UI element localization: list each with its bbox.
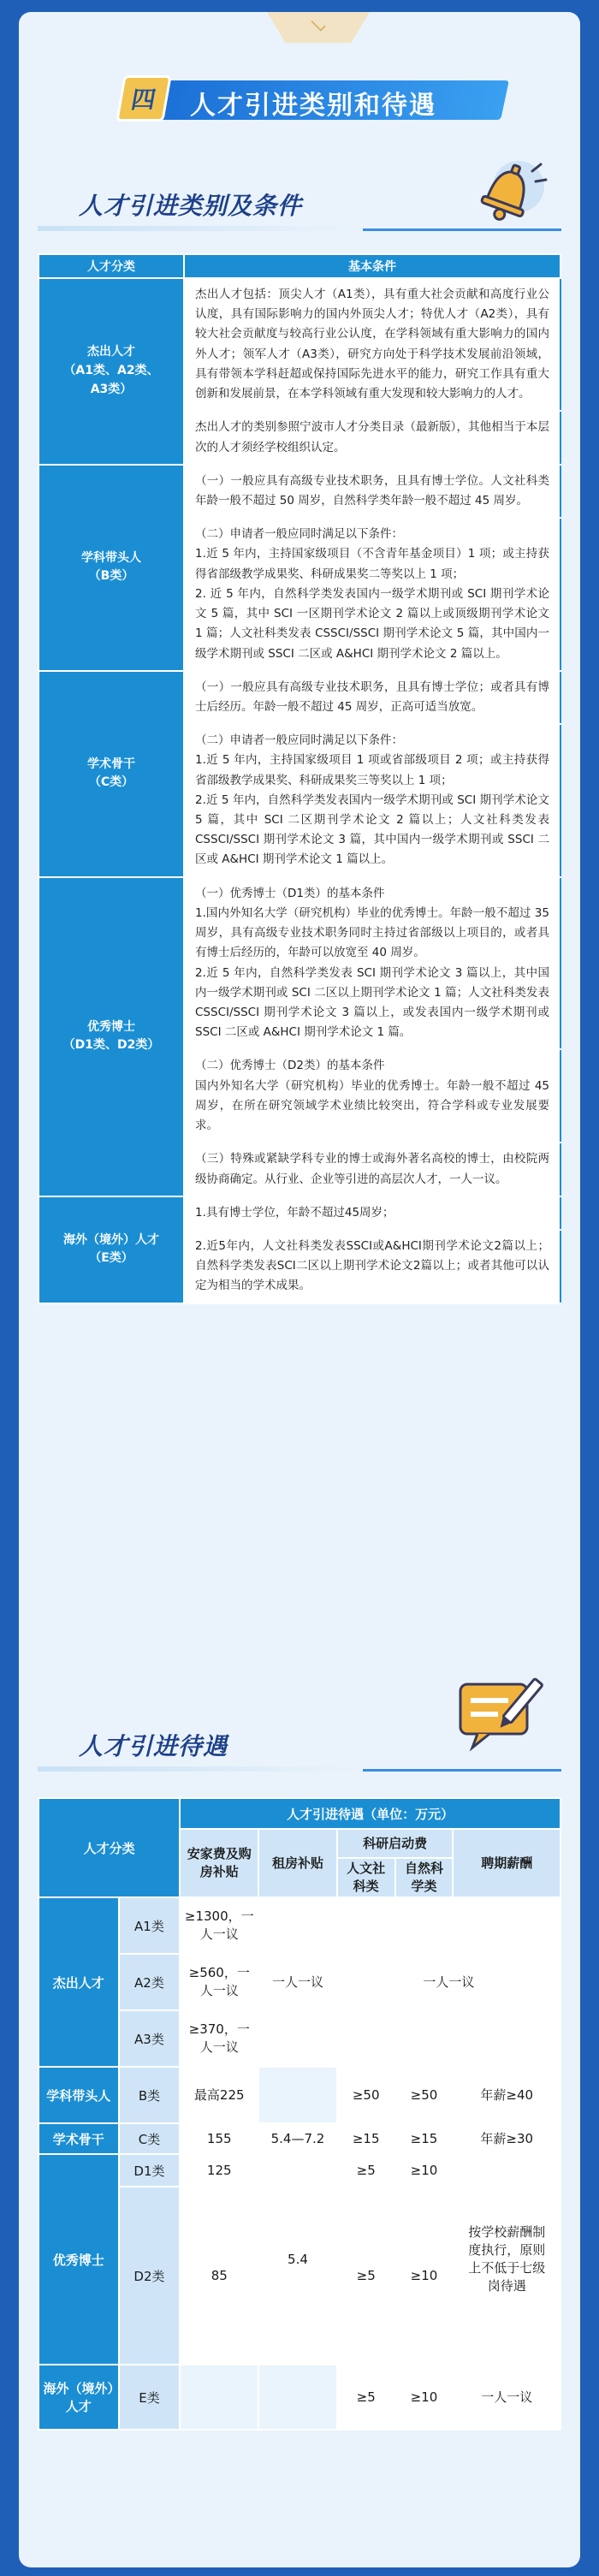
category-overseas: 海外（境外）人才 [39,2365,119,2430]
condition-text: （一）一般应具有高级专业技术职务，且具有博士学位。人文社科类年龄一般不超过 50 周岁，自然科学类年龄一般不超过 45 周岁。 [195,473,549,507]
type-a2: A2类 [119,1954,181,2010]
science-value: ≥10 [395,2365,454,2430]
category-label: 优秀博士 （D1类、D2类） [62,1019,160,1053]
condition-text: （二）申请者一般应同时满足以下条件： 1.近 5 年内，主持国家级项目（不含青年基金项目）1 项；或主持获得省部级教学成果奖、科研成果奖二等奖以上 1 项； 2. 近 5 年内，自然科学类发表国内一级学术期刊或 SCI 期刊学术论文 5 篇，其中 SCI 一区期刊学术论文 2 篇以上或顶级期刊学术论文 1 篇；人文社科类发表 CSSCI/SSCI 期刊学术论文 5 篇，其中国内一级学术期刊或 SSCI 二区或 A&HCI 期刊学术论文 2 篇以上。 [195,527,549,661]
housing-value: 125 [180,2154,258,2187]
section-title-2: 人才引进待遇 [79,1732,228,1760]
category-cell [39,278,184,465]
section-title-1: 人才引进类别及条件 [79,192,303,220]
condition-cell [184,671,560,724]
rent-value: 5.4—7.2 [258,2123,337,2154]
header-benefits-group: 人才引进待遇（单位：万元） [180,1798,560,1829]
table-header-row [39,254,560,278]
rent-value: 一人一议 [258,1897,337,2067]
condition-cell [184,518,560,671]
humanities-value: ≥15 [337,2123,395,2154]
type-d2: D2类 [119,2187,181,2365]
science-value: ≥10 [395,2187,454,2365]
category-cell [39,671,184,877]
heading-underline [38,1766,363,1772]
talent-benefits-table [38,1797,561,2431]
condition-text: （一）一般应具有高级专业技术职务，且具有博士学位；或者具有博士后经历。年龄一般不超过 45 周岁，正高可适当放宽。 [195,680,549,714]
condition-cell [184,411,560,464]
condition-cell [184,1230,560,1303]
condition-cell [184,724,560,877]
category-outstanding: 杰出人才 [39,1897,119,2067]
table-row [39,2154,560,2187]
condition-text: （二）优秀博士（D2类）的基本条件 国内外知名大学（研究机构）毕业的优秀博士。年龄一般不超过 45 周岁，在所在研究领域学术业绩比较突出，符合学科或专业发展要求。 [195,1059,549,1133]
category-backbone: 学术骨干 [39,2123,119,2154]
condition-text: 2.近5年内，人文社科类发表SSCI或A&HCI期刊学术论文2篇以上；自然科学类发表SCI二区以上期刊学术论文2篇以上；或者其他可以认定为相当的学术成果。 [195,1238,549,1293]
category-cell [39,1196,184,1303]
banner-title: 人才引进类别和待遇 [190,91,436,121]
condition-cell [184,877,560,1050]
section-banner [120,75,513,122]
category-label: 海外（境外）人才 （E类） [63,1232,159,1266]
housing-value: ≥560，一人一议 [180,1954,258,2010]
rent-value: 5.4 [258,2154,337,2365]
table-row [39,2365,560,2430]
housing-value: ≥1300，一人一议 [180,1897,258,1954]
table-header-row [39,1798,560,1829]
header-housing: 安家费及购房补贴 [180,1829,258,1897]
type-c: C类 [119,2123,181,2154]
housing-value: 155 [180,2123,258,2154]
type-a3: A3类 [119,2010,181,2067]
type-b: B类 [119,2067,181,2123]
condition-text: （二）申请者一般应同时满足以下条件： 1.近 5 年内，主持国家级项目 1 项或省部级项目 2 项；或主持获得省部级教学成果奖、科研成果奖三等奖以上 1 项； 2.近 5 年内，自然科学类发表国内一级学术期刊或 SCI 期刊学术论文 5 篇，其中 SCI 二区期刊学术论文 2 篇以上；人文社科类发表 CSSCI/SSCI 期刊学术论文 3 篇，其中国内一级学术期刊或 SSCI 二区或 A&HCI 期刊学术论文 1 篇以上。 [195,733,549,867]
talent-category-table [38,253,561,1304]
condition-text: 1.具有博士学位，年龄不超过45周岁； [195,1205,394,1220]
memo-icon [452,1672,546,1758]
condition-cell [184,1143,560,1196]
condition-text: （一）优秀博士（D1类）的基本条件 1.国内外知名大学（研究机构）毕业的优秀博士。年龄一般不超过 35 周岁，具有高级专业技术职务同时主持过省部级以上项目的，或者具有博士后经历的，年龄可以放宽至 40 周岁。 2.近 5 年内，自然科学类发表 SCI 期刊学术论文 3 篇以上，其中国内一级学术期刊或 SCI 二区以上期刊学术论文 1 篇；人文社科类发表 CSSCI/SSCI 期刊学术论文 3 篇以上，或发表国内一级学术期刊或 SSCI 二区或 A&HCI 期刊学术论文 1 篇。 [195,886,549,1040]
salary-value: 一人一议 [453,2365,560,2430]
header-rent: 租房补贴 [258,1829,337,1897]
science-value: ≥50 [395,2067,454,2123]
header-humanities: 人文社科类 [337,1858,395,1897]
header-research: 科研启动费 [337,1829,454,1858]
header-category: 人才分类 [39,254,184,278]
rent-value [258,2365,337,2430]
humanities-value: ≥5 [337,2365,395,2430]
science-value: ≥15 [395,2123,454,2154]
table-row [39,465,560,518]
header-conditions: 基本条件 [184,254,560,278]
table-row [39,671,560,724]
banner-number: 四 [116,75,172,122]
heading-underline [38,226,363,231]
salary-value: 年薪≥30 [453,2123,560,2154]
condition-cell [184,1196,560,1230]
housing-value: 85 [180,2187,258,2365]
category-label: 学科带头人 （B类） [81,550,141,584]
humanities-value: ≥5 [337,2187,395,2365]
table-row [39,278,560,411]
type-a1: A1类 [119,1897,181,1954]
condition-text: 杰出人才包括：顶尖人才（A1类），具有重大社会贡献和高度行业公认度，具有国际影响力的国内外顶尖人才；特优人才（A2类），具有较大社会贡献度与较高行业公认度，在学科领域有重大影响力的国内外人才；领军人才（A3类），研究方向处于科学技术发展前沿领域，具有带领本学科赶超或保持国际先进水平的能力，研究工作具有重大创新和发展前景，在本学科领域有重大发现和较大影响力的人才。 [195,288,549,401]
table-row [39,1196,560,1230]
header-salary: 聘期薪酬 [453,1829,560,1897]
housing-value: ≥370，一人一议 [180,2010,258,2067]
type-d1: D1类 [119,2154,181,2187]
condition-cell [184,465,560,518]
condition-text: 杰出人才的类别参照宁波市人才分类目录（最新版），其他相当于本层次的人才须经学校组织认定。 [195,420,549,454]
category-cell [39,877,184,1196]
category-cell [39,465,184,671]
header-science: 自然科学类 [395,1858,454,1897]
table-row [39,877,560,1050]
humanities-value: ≥5 [337,2154,395,2187]
humanities-value: ≥50 [337,2067,395,2123]
table-row [39,2123,560,2154]
category-label: 杰出人才 （A1类、A2类、 A3类） [63,345,159,396]
salary-value: 按学校薪酬制度执行，原则上不低于七级岗待遇 [453,2154,560,2365]
category-leader: 学科带头人 [39,2067,119,2123]
condition-cell [184,1049,560,1143]
condition-text: （三）特殊或紧缺学科专业的博士或海外著名高校的博士，由校院两级协商确定。从行业、企业等引进的高层次人才，一人一议。 [195,1152,549,1186]
category-doctor: 优秀博士 [39,2154,119,2365]
housing-value [180,2365,258,2430]
top-tab-decoration [267,12,370,43]
table-row [39,2067,560,2123]
housing-value: 最高225 [180,2067,258,2123]
bell-icon [460,145,555,240]
rent-value [258,2067,337,2123]
chevron-down-icon [311,17,326,32]
science-value: ≥10 [395,2154,454,2187]
condition-cell [184,278,560,411]
table-row [39,1897,560,1954]
other-value: 一人一议 [337,1897,560,2067]
header-category: 人才分类 [39,1798,180,1897]
type-e: E类 [119,2365,181,2430]
salary-value: 年薪≥40 [453,2067,560,2123]
category-label: 学术骨干 （C类） [87,757,135,790]
